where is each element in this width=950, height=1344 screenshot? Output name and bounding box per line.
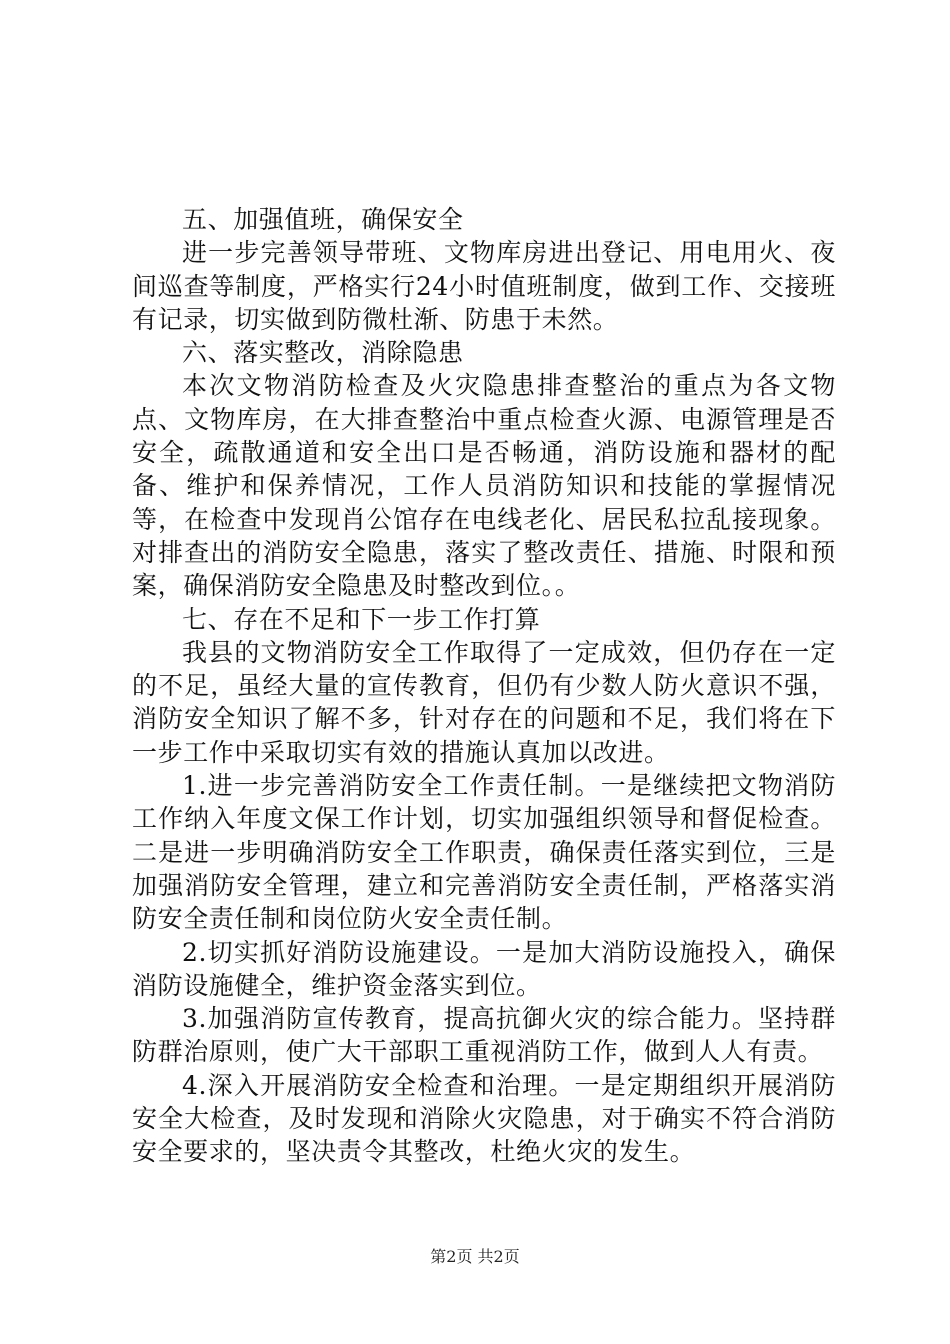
section-heading: 六、落实整改，消除隐患 <box>182 338 464 368</box>
section-heading: 七、存在不足和下一步工作打算 <box>182 604 541 634</box>
document-body <box>132 203 836 1169</box>
numbered-item: 4.深入开展消防安全检查和治理。一是定期组织开展消防安全大检查，及时发现和消除火灾隐患，对于确实不符合消防安全要求的，坚决责令其整改，杜绝火灾的发生。 <box>132 1070 836 1167</box>
section-heading: 五、加强值班，确保安全 <box>182 205 464 234</box>
paragraph: 进一步完善领导带班、文物库房进出登记、用电用火、夜间巡查等制度，严格实行24小时值班制度，做到工作、交接班有记录，切实做到防微杜渐、防患于未然。 <box>132 238 836 334</box>
numbered-item: 2.切实抓好消防设施建设。一是加大消防设施投入，确保消防设施健全，维护资金落实到位。 <box>132 937 836 1000</box>
numbered-item: 1.进一步完善消防安全工作责任制。一是继续把文物消防工作纳入年度文保工作计划，切实加强组织领导和督促检查。二是进一步明确消防安全工作职责，确保责任落实到位，三是加强消防安全管理，建立和完善消防安全责任制，严格落实消防安全责任制和岗位防火安全责任制。 <box>132 771 836 934</box>
page-footer: 第2页 共2页 <box>430 1247 520 1266</box>
paragraph: 我县的文物消防安全工作取得了一定成效，但仍存在一定的不足，虽经大量的宣传教育，但仍有少数人防火意识不强，消防安全知识了解不多，针对存在的问题和不足，我们将在下一步工作中采取切实有效的措施认真加以改进。 <box>132 637 836 767</box>
numbered-item: 3.加强消防宣传教育，提高抗御火灾的综合能力。坚持群防群治原则，使广大干部职工重视消防工作，做到人人有责。 <box>132 1004 836 1067</box>
paragraph: 本次文物消防检查及火灾隐患排查整治的重点为各文物点、文物库房，在大排查整治中重点检查火源、电源管理是否安全，疏散通道和安全出口是否畅通，消防设施和器材的配备、维护和保养情况，工作人员消防知识和技能的掌握情况等，在检查中发现肖公馆存在电线老化、居民私拉乱接现象。对排查出的消防安全隐患，落实了整改责任、措施、时限和预案，确保消防安全隐患及时整改到位。。 <box>132 371 836 601</box>
